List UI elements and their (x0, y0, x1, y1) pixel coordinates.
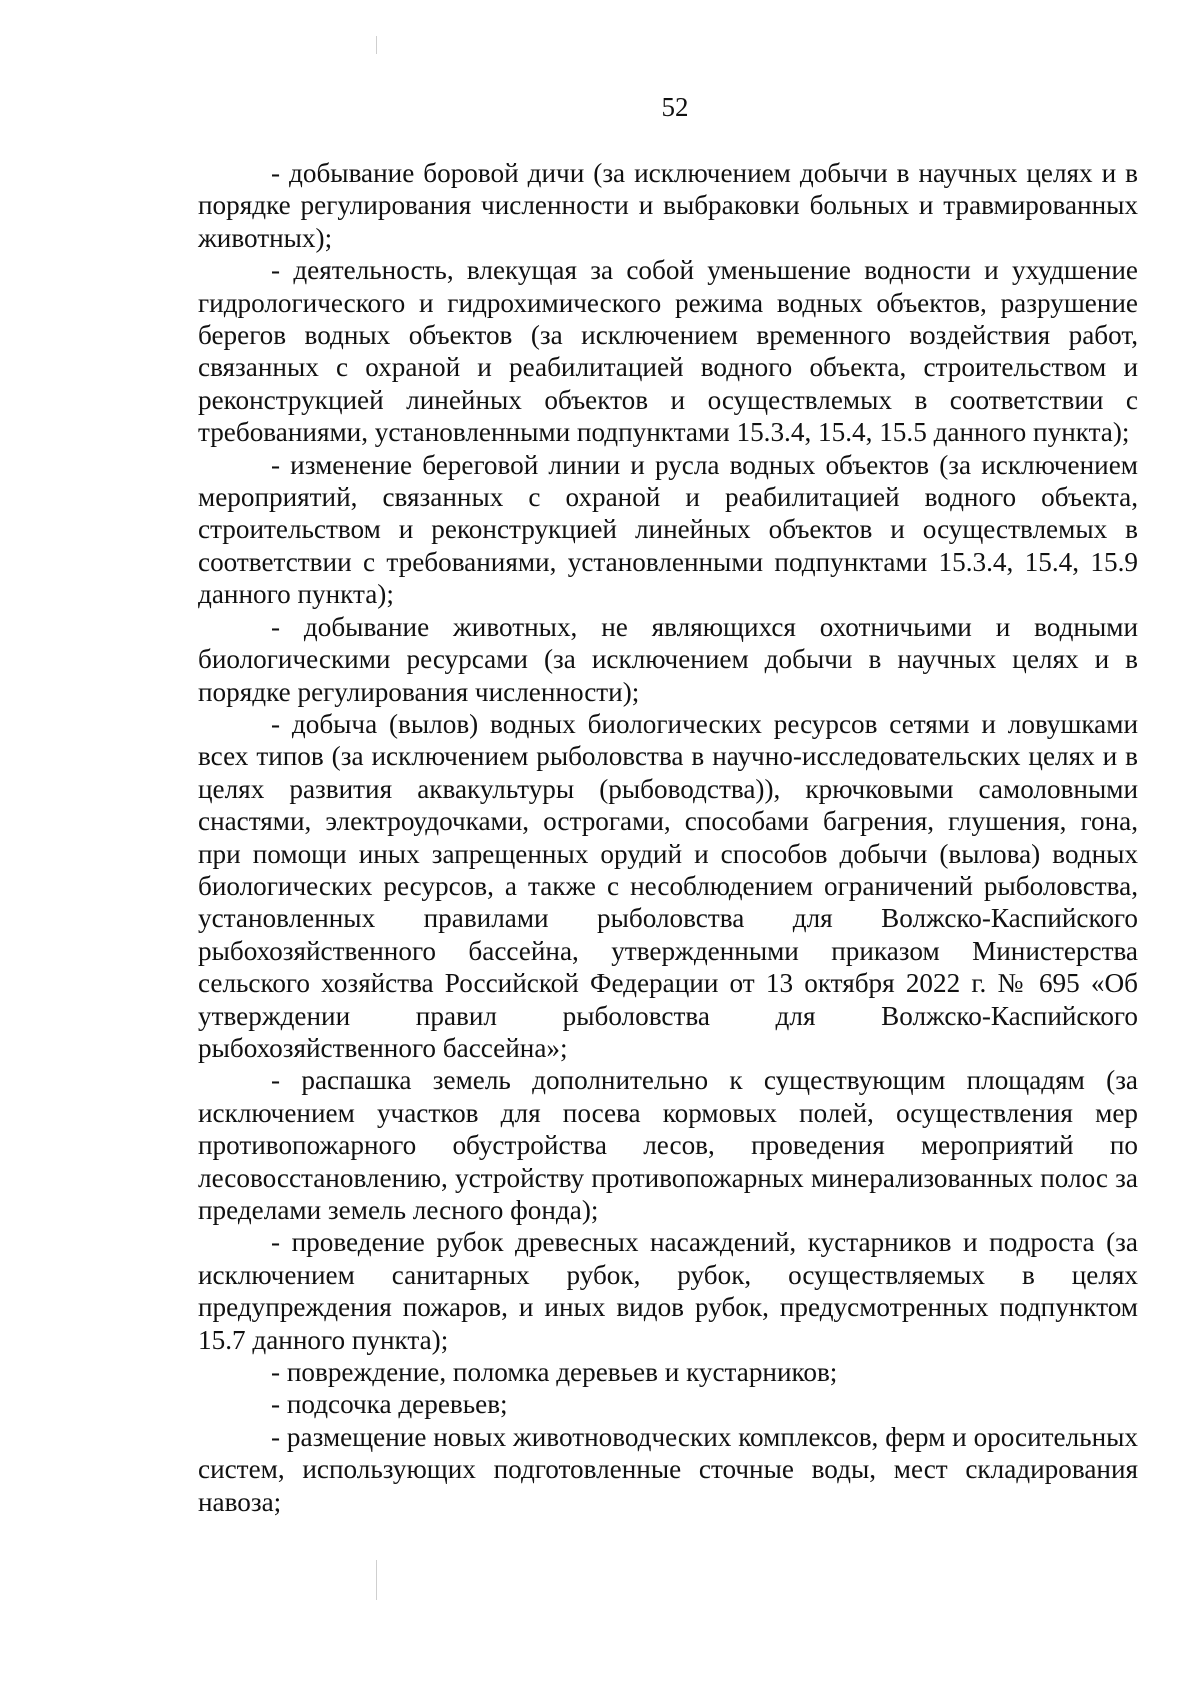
paragraph: - подсочка деревьев; (271, 1389, 508, 1420)
paragraph: - добывание боровой дичи (за исключением добычи в научных целях и в порядке регулирования численности и выбраковки больных и травмированных животных); (198, 158, 1138, 253)
paragraph: - проведение рубок древесных насаждений, кустарников и подроста (за исключением санитарных рубок, рубок, осуществляемых в целях предупреждения пожаров, и иных видов рубок, предусмотренных подпунктом 15.7 данного пункта); (198, 1227, 1138, 1355)
paragraph: - добывание животных, не являющихся охотничьими и водными биологическими ресурсами (за исключением добычи в научных целях и в порядке регулирования численности); (198, 611, 1138, 707)
document-body (198, 157, 1138, 1518)
paragraph: - размещение новых животноводческих комплексов, ферм и оросительных систем, использующих подготовленные сточные воды, мест складирования навоза; (198, 1421, 1138, 1517)
paragraph: - повреждение, поломка деревьев и кустарников; (271, 1357, 838, 1388)
paragraph: - распашка земель дополнительно к существующим площадям (за исключением участков для посева кормовых полей, осуществления мер противопожарного обустройства лесов, проведения мероприятий по лесовосстановлению, устройству противопожарных минерализованных полос за пределами земель лесного фонда); (198, 1065, 1138, 1225)
scan-artifact (376, 1560, 377, 1600)
page-number: 52 (661, 92, 689, 122)
scan-artifact (376, 36, 377, 54)
paragraph: - добыча (вылов) водных биологических ресурсов сетями и ловушками всех типов (за исключением рыболовства в научно-исследовательских целях и в целях развития аквакультуры (рыбоводства)), крючковыми самоловными снастями, электроудочками, острогами, способами багрения, глушения, гона, при помощи иных запрещенных орудий и способов добычи (вылова) водных биологических ресурсов, а также с несоблюдением ограничений рыболовства, установленных правилами рыболовства для Волжско-Каспийского рыбохозяйственного бассейна, утвержденными приказом Министерства сельского хозяйства Российской Федерации от 13 октября 2022 г. № 695 «Об утверждении правил рыболовства для Волжско-Каспийского рыбохозяйственного бассейна»; (198, 708, 1138, 1063)
paragraph: - деятельность, влекущая за собой уменьшение водности и ухудшение гидрологического и гидрохимического режима водных объектов, разрушение берегов водных объектов (за исключением временного воздействия работ, связанных с охраной и реабилитацией водного объекта, строительством и реконструкцией линейных объектов и осуществлемых в соответствии с требованиями, установленными подпунктами 15.3.4, 15.4, 15.5 данного пункта); (198, 255, 1138, 448)
paragraph: - изменение береговой линии и русла водных объектов (за исключением мероприятий, связанных с охраной и реабилитацией водного объекта, строительством и реконструкцией линейных объектов и осуществлемых в соответствии с требованиями, установленными подпунктами 15.3.4, 15.4, 15.9 данного пункта); (198, 449, 1138, 610)
